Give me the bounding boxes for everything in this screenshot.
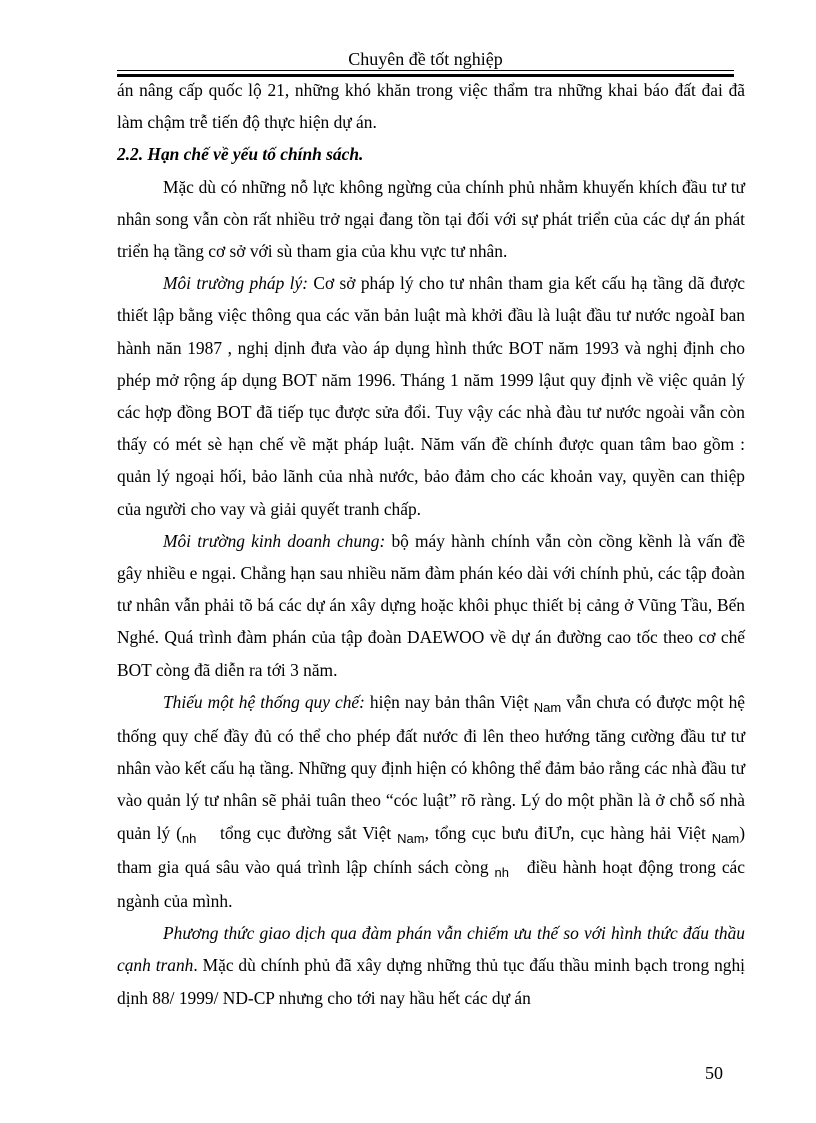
section-heading: 2.2. Hạn chế về yếu tố chính sách.: [117, 144, 364, 165]
paragraph-continuation: án nâng cấp quốc lộ 21, những khó khăn trong việc thẩm tra những khai báo đất đai đã làm chậm trễ tiến độ thực hiện dự án.: [117, 80, 745, 133]
header-rule-thin: [117, 70, 734, 71]
regulation-text-e: ) tham gia quá sâu vào quá trình lập chính sách còng: [117, 822, 745, 877]
negotiation-text: . Mặc dù chính phủ đã xây dựng những thủ tục đấu thầu minh bạch trong nghị dịnh 88/ 1999/ ND-CP nhưng cho tới nay hầu hết các dự án: [117, 955, 745, 1008]
page-number: 50: [705, 1063, 723, 1083]
regulation-text-f: điều hành hoạt động trong các ngành của mình.: [117, 856, 750, 912]
paragraph-regulation-system: [117, 686, 750, 917]
business-environment-text: bộ máy hành chính vẫn còn cồng kềnh là vấn đề gây nhiều e ngại. Chẳng hạn sau nhiều năm đàm phán kéo dài với chính phủ, các tập đoàn tư nhân vẫn phải tõ bá các dự án xây dựng hoặc khôi phục thiết bị cảng ở Vũng Tầu, Bến Nghé. Quá trình đàm phán của tập đoàn DAEWOO về dự án đường cao tốc theo cơ chế BOT còng đã diễn ra tới 3 năm.: [117, 530, 746, 680]
legal-environment-text: Cơ sở pháp lý cho tư nhân tham gia kết cấu hạ tầng dã được thiết lập bằng việc thông qua các văn bản luật mà khởi đầu là luật đầu tư nước ngoàI ban hành năn 1987 , nghị dịnh đưa vào áp dụng hình thức BOT năm 1993 và nghị định cho phép mở rộng áp dụng BOT năm 1996. Tháng 1 năm 1999 lậut quy định về việc quản lý các hợp đồng BOT đã tiếp tục được sửa đổi. Tuy vậy các nhà đàu tư nước ngoài vẫn còn thấy có mét sè hạn chế về mặt pháp luật. Năm vấn đề chính được quan tâm bao gồm : quản lý ngoại hối, bảo lãnh của nhà nước, bảo đảm cho các khoản vay, quyền can thiệp của người cho vay và giải quyết tranh chấp.: [117, 273, 745, 519]
paragraph-business-environment: [117, 525, 745, 686]
paragraph-negotiation: [117, 917, 745, 1014]
paragraph-legal-environment: [117, 267, 745, 525]
regulation-text-c: tổng cục đường sắt Việt: [196, 822, 398, 843]
nam-word-3: Nam: [711, 830, 740, 846]
nam-word-2: Nam: [397, 830, 425, 846]
business-environment-label: Môi trường kinh doanh chung:: [163, 530, 386, 551]
regulation-text-d: , tổng cục bưu điƯn, cục hàng hải Việt: [424, 822, 712, 843]
regulation-system-label: Thiếu một hệ thống quy chế:: [163, 691, 365, 712]
document-body: [117, 74, 750, 1014]
regulation-text-b: vẫn chưa có được một hệ thống quy chế đầy đủ có thể cho phép đất nước đi lên theo hướng tăng cường đầu tư tư nhân vào kết cấu hạ tầng. Những quy định hiện có không thể đảm bảo rằng các nhà đầu tư vào quản lý tư nhân sẽ phải tuân theo “cóc luật” rõ ràng. Lý do một phần là ở chỗ số nhà quản lý (: [117, 691, 745, 843]
regulation-text-a: hiện nay bản thân Việt: [364, 691, 534, 712]
paragraph-intro: Mặc dù có những nỗ lực không ngừng của chính phủ nhằm khuyến khích đầu tư tư nhân song vẫn còn rất nhiều trở ngại đang tồn tại đối với sự phát triển của các dự án phát triển hạ tầng cơ sở với sù tham gia của khu vực tư nhân.: [117, 176, 745, 262]
nh-word-2: nh: [494, 864, 509, 880]
nam-word-1: Nam: [533, 699, 562, 715]
negotiation-label: Phương thức giao dịch qua đàm phán vẫn chiếm ưu thế so với hình thức đấu thầu cạnh tranh: [117, 923, 745, 976]
nh-word-1: nh: [181, 830, 197, 846]
legal-environment-label: Môi trường pháp lý:: [163, 273, 308, 294]
page-header-title: Chuyên đề tốt nghiệp: [348, 49, 503, 69]
